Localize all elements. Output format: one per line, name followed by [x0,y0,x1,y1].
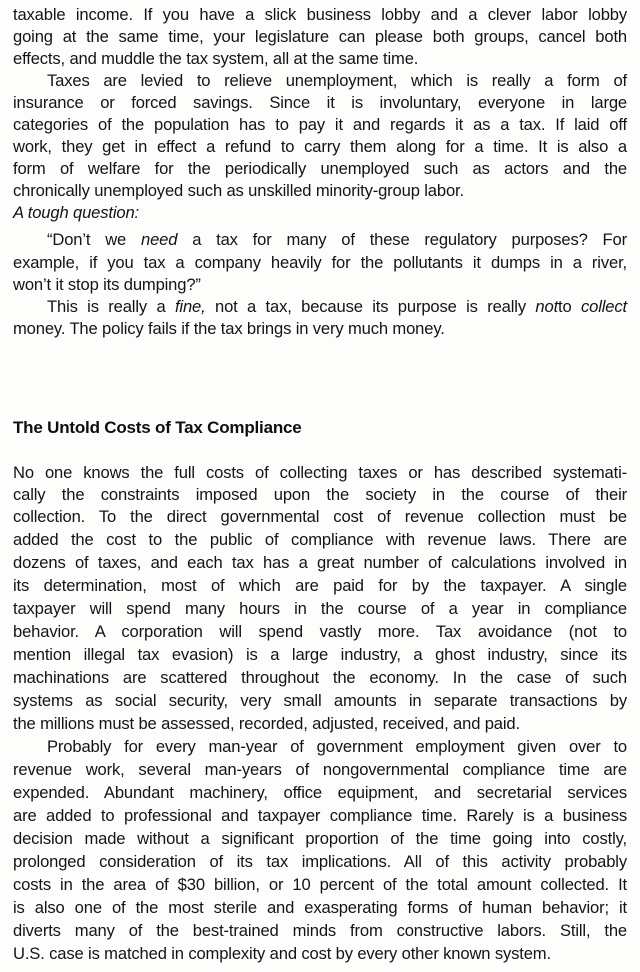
text-line: Probably for every man-year of government employment given over to [47,737,627,756]
text-line: expended. Abundant machinery, office equipment, and secretarial services [13,783,627,802]
text-line: form of welfare for the periodically unemployed such as actors and the [13,159,627,178]
text-line: U.S. case is matched in complexity and cost by every other known system. [13,944,551,963]
text-line: costs in the area of $30 billion, or 10 percent of the total amount collected. It [13,875,627,894]
text-run: “Don’t we [47,230,141,249]
emphasis-fine: fine, [174,297,206,316]
text-line: going at the same time, your legislature can please both groups, cancel both [13,27,627,46]
text-line: effects, and muddle the tax system, all at the same time. [13,49,419,68]
text-run: a tax for many of these regulatory purposes? For [177,230,627,249]
text-run: not a tax, because its purpose is really [205,297,536,316]
text-run: to [558,297,581,316]
text-line: mention illegal tax evasion) is a large industry, a ghost industry, since its [13,645,627,664]
text-line [47,296,627,318]
text-line: are added to professional and taxpayer compliance time. Rarely is a business [13,806,627,825]
text-line: dozens of taxes, and each tax has a great number of calculations involved in [13,553,627,572]
text-line: work, they get in effect a refund to carry them along for a time. It is also a [13,137,627,156]
text-line: behavior. A corporation will spend vastly more. Tax avoidance (not to [13,622,627,641]
text-line: example, if you tax a company heavily for the pollutants it dumps in a river, [13,253,627,272]
text-line: insurance or forced savings. Since it is involuntary, everyone in large [13,93,627,112]
text-line: taxpayer will spend many hours in the course of a year in compliance [13,599,627,618]
text-line: its determination, most of which are paid for by the taxpayer. A single [13,576,627,595]
text-line: prolonged consideration of its tax implications. All of this activity probably [13,852,627,871]
text-line: taxable income. If you have a slick business lobby and a clever labor lobby [13,5,627,24]
text-line: collection. To the direct governmental cost of revenue collection must be [13,507,627,526]
text-line: diverts many of the best-trained minds from constructive labors. Still, the [13,921,627,940]
text-line: the millions must be assessed, recorded, adjusted, received, and paid. [13,714,520,733]
text-line: won’t it stop its dumping?” [13,275,201,294]
emphasis-collect: collect [581,297,627,316]
text-line: is also one of the most sterile and exasperating forms of human behavior; it [13,898,627,917]
text-line: No one knows the full costs of collecting taxes or has described systemati- [13,463,627,482]
text-line: categories of the population has to pay it and regards it as a tax. If laid off [13,115,627,134]
text-line: Taxes are levied to relieve unemployment, which is really a form of [47,71,627,90]
text-line: added the cost to the public of compliance with revenue laws. There are [13,530,627,549]
text-line: decision made without a significant proportion of the time going into costly, [13,829,627,848]
tough-question-label: A tough question: [13,203,139,222]
emphasis-need: need [141,230,178,249]
text-run: This is really a [47,297,175,316]
text-line: machinations are scattered throughout the economy. In the case of such [13,668,627,687]
text-line: money. The policy fails if the tax brings in very much money. [13,319,445,338]
text-line: systems as social security, very small amounts in separate transactions by [13,691,627,710]
text-line: revenue work, several man-years of nongovernmental compliance time are [13,760,627,779]
section-heading: The Untold Costs of Tax Compliance [13,418,302,437]
text-line: chronically unemployed such as unskilled minority-group labor. [13,181,464,200]
emphasis-not: not [535,297,559,316]
text-line [47,229,627,251]
text-line: cally the constraints imposed upon the society in the course of their [13,485,627,504]
